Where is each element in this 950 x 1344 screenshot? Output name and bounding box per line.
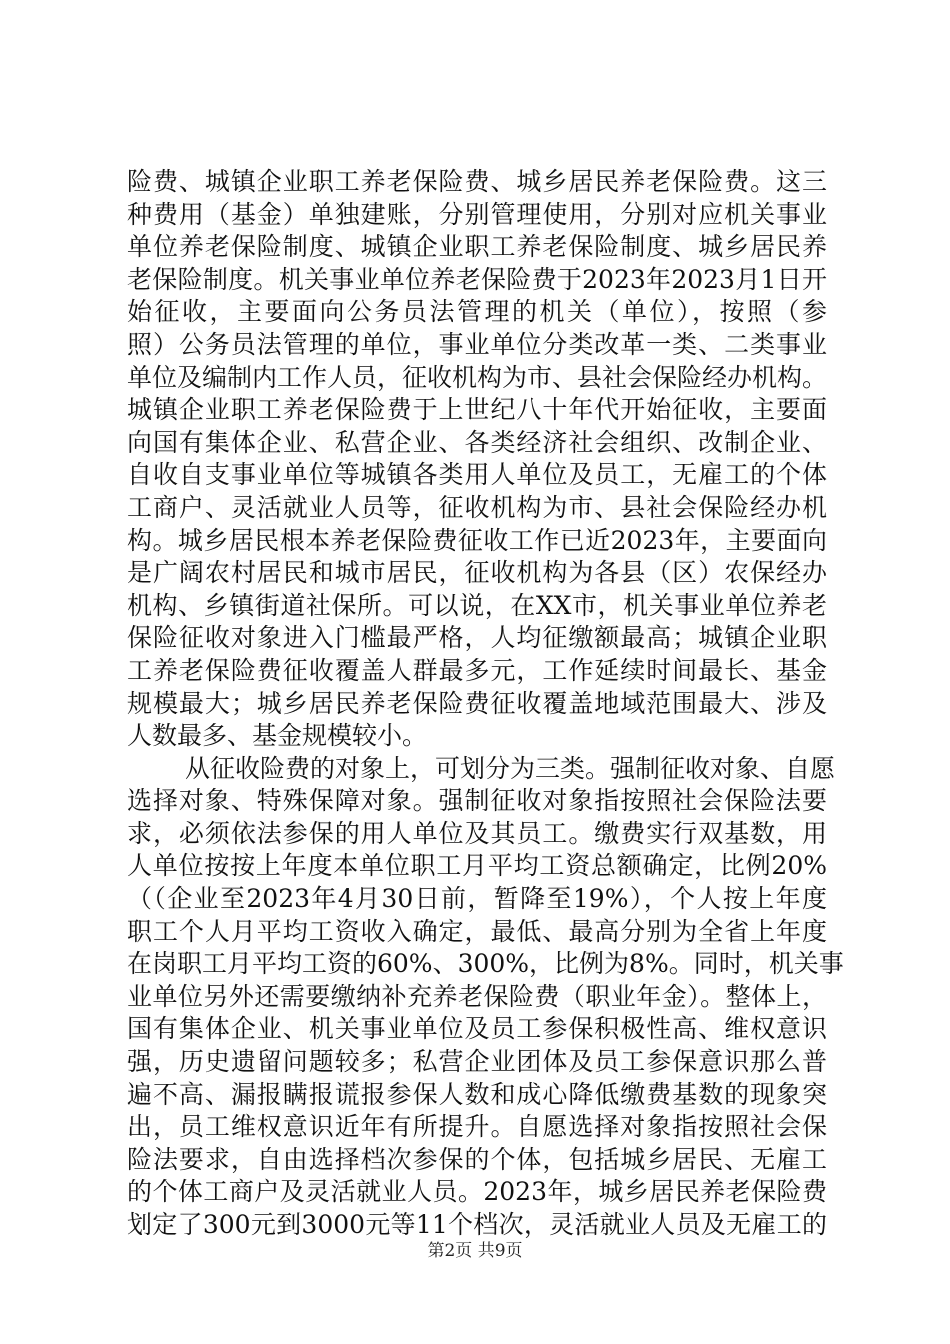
text-line: 业单位另外还需要缴纳补充养老保险费（职业年金）。整体上， [127,981,827,1011]
text-line: 种费用（基金）单独建账，分别管理使用，分别对应机关事业 [127,199,827,229]
text-line: 构。城乡居民根本养老保险费征收工作已近2023年，主要面向 [127,525,827,555]
text-line: 险费、城镇企业职工养老保险费、城乡居民养老保险费。这三 [127,167,827,196]
text-line: 人数最多、基金规模较小。 [127,721,428,751]
text-line: （（企业至2023年4月30日前，暂降至19%），个人按上年度 [127,884,827,914]
text-line: 向国有集体企业、私营企业、各类经济社会组织、改制企业、 [127,427,827,457]
text-line: 工养老保险费征收覆盖人群最多元，工作延续时间最长、基金 [127,655,827,685]
text-line: 遍不高、漏报瞒报谎报参保人数和成心降低缴费基数的现象突 [127,1079,827,1109]
text-line: 保险征收对象进入门槛最严格，人均征缴额最高；城镇企业职 [127,623,827,653]
text-line: 险法要求，自由选择档次参保的个体，包括城乡居民、无雇工 [127,1144,827,1174]
text-line: 始征收，主要面向公务员法管理的机关（单位），按照（参 [127,297,827,327]
text-line: 人单位按按上年度本单位职工月平均工资总额确定，比例20% [127,851,827,881]
text-line: 城镇企业职工养老保险费于上世纪八十年代开始征收，主要面 [127,395,827,425]
text-line: 划定了300元到3000元等11个档次，灵活就业人员及无雇工的 [127,1210,827,1239]
text-line: 职工个人月平均工资收入确定，最低、最高分别为全省上年度 [127,916,827,946]
text-line: 求，必须依法参保的用人单位及其员工。缴费实行双基数，用 [127,818,827,848]
text-line: 国有集体企业、机关事业单位及员工参保积极性高、维权意识 [127,1014,827,1044]
text-line: 单位养老保险制度、城镇企业职工养老保险制度、城乡居民养 [127,232,827,262]
text-line: 规模最大；城乡居民养老保险费征收覆盖地域范围最大、涉及 [127,688,827,718]
text-line: 出，员工维权意识近年有所提升。自愿选择对象指按照社会保 [127,1112,827,1142]
text-line: 的个体工商户及灵活就业人员。2023年，城乡居民养老保险费 [127,1177,827,1207]
text-line: 强，历史遗留问题较多；私营企业团体及员工参保意识那么普 [127,1047,827,1077]
text-line: 机构、乡镇街道社保所。可以说，在XX市，机关事业单位养老 [127,590,827,620]
page-number: 第2页 共9页 [427,1241,523,1261]
page-footer [0,1236,950,1261]
text-line: 在岗职工月平均工资的60%、300%，比例为8%。同时，机关事 [127,949,844,979]
paragraph-first-line: 从征收险费的对象上，可划分为三类。强制征收对象、自愿 [185,753,836,783]
text-line: 单位及编制内工作人员，征收机构为市、县社会保险经办机构。 [127,362,828,392]
text-line: 工商户、灵活就业人员等，征收机构为市、县社会保险经办机 [127,492,827,522]
text-line: 选择对象、特殊保障对象。强制征收对象指按照社会保险法要 [127,786,827,816]
text-line: 老保险制度。机关事业单位养老保险费于2023年2023月1日开 [127,264,827,294]
text-line: 是广阔农村居民和城市居民，征收机构为各县（区）农保经办 [127,558,827,588]
text-line: 照）公务员法管理的单位，事业单位分类改革一类、二类事业 [127,329,827,359]
body-text [127,166,844,1242]
text-line: 自收自支事业单位等城镇各类用人单位及员工，无雇工的个体 [127,460,827,490]
